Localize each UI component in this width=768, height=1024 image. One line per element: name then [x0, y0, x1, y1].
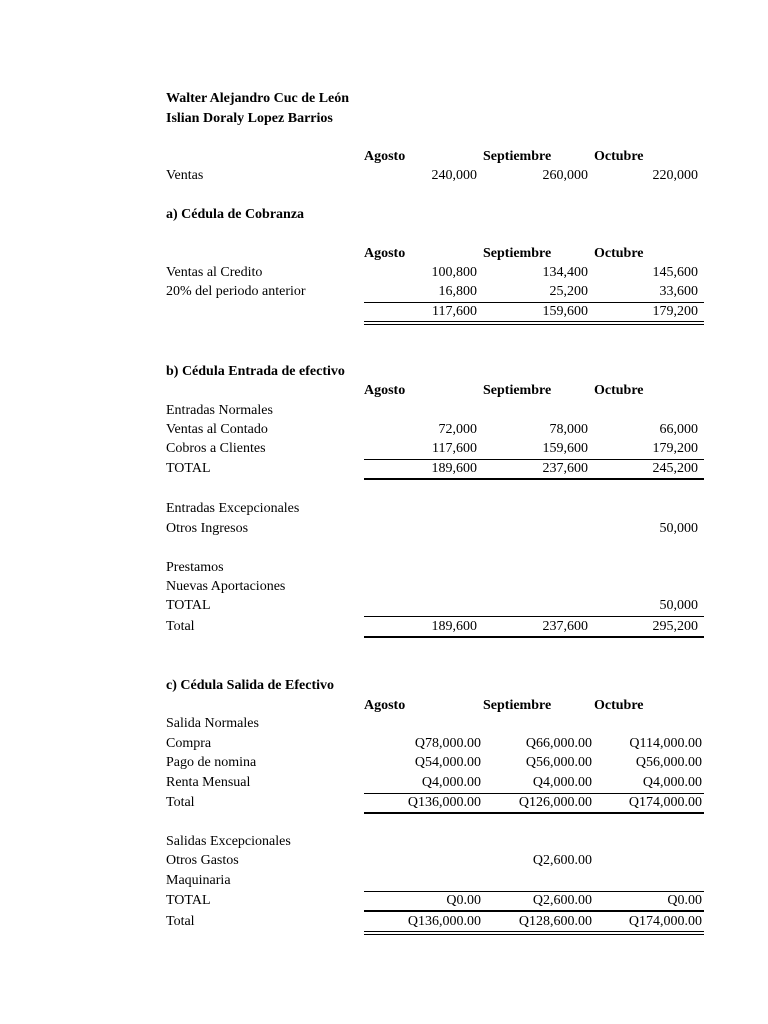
- cell-value: Q4,000.00: [421, 775, 481, 790]
- ventas-value: 260,000: [542, 168, 588, 183]
- total-value: Q126,000.00: [518, 795, 592, 810]
- cell-value: 100,800: [431, 265, 477, 280]
- cell-value: Q2,600.00: [532, 853, 592, 868]
- section-title-salida: c) Cédula Salida de Efectivo: [166, 678, 334, 693]
- month-header-septiembre: Septiembre: [483, 149, 552, 164]
- cell-value: Q114,000.00: [629, 736, 702, 751]
- row-label: 20% del periodo anterior: [166, 284, 306, 299]
- month-header-octubre: Octubre: [594, 149, 644, 164]
- group-label: Salida Normales: [166, 716, 259, 731]
- total-value: Q0.00: [446, 893, 481, 908]
- row-label: TOTAL: [166, 598, 211, 613]
- total-value: 189,600: [431, 461, 477, 476]
- row-label: Otros Ingresos: [166, 521, 249, 536]
- cell-value: Q4,000.00: [642, 775, 702, 790]
- ventas-value: 220,000: [652, 168, 698, 183]
- row-label: Otros Gastos: [166, 853, 239, 868]
- cell-value: 25,200: [549, 284, 588, 299]
- section-title-entrada: b) Cédula Entrada de efectivo: [166, 364, 345, 379]
- cell-value: 159,600: [542, 441, 588, 456]
- cell-value: 134,400: [542, 265, 588, 280]
- month-header-octubre: Octubre: [594, 246, 644, 261]
- row-label: Renta Mensual: [166, 775, 251, 790]
- cell-value: Q66,000.00: [525, 736, 592, 751]
- cell-value: Q56,000.00: [525, 755, 592, 770]
- subtotal-rule: [364, 616, 704, 617]
- total-value: Q128,600.00: [518, 914, 592, 929]
- cell-value: 50,000: [659, 521, 698, 536]
- total-value: Q0.00: [667, 893, 702, 908]
- subtotal-rule: [364, 793, 704, 794]
- total-value: 295,200: [652, 619, 698, 634]
- row-label: Prestamos: [166, 560, 224, 575]
- total-value: 159,600: [542, 304, 588, 319]
- row-label: Ventas al Credito: [166, 265, 263, 280]
- author-name-1: Walter Alejandro Cuc de León: [166, 91, 350, 106]
- subtotal-rule: [364, 459, 704, 460]
- total-value: 50,000: [659, 598, 698, 613]
- group-label: Entradas Normales: [166, 403, 273, 418]
- month-header-septiembre: Septiembre: [483, 698, 552, 713]
- total-value: 179,200: [652, 304, 698, 319]
- row-label: TOTAL: [166, 461, 211, 476]
- cell-value: 16,800: [438, 284, 477, 299]
- month-header-agosto: Agosto: [364, 383, 406, 398]
- row-label: Compra: [166, 736, 212, 751]
- cell-value: 66,000: [659, 422, 698, 437]
- total-value: 245,200: [652, 461, 698, 476]
- cell-value: 179,200: [652, 441, 698, 456]
- total-rule: [364, 636, 704, 638]
- double-underline: [364, 931, 704, 935]
- cell-value: 33,600: [659, 284, 698, 299]
- total-value: 237,600: [542, 461, 588, 476]
- total-value: Q136,000.00: [407, 795, 481, 810]
- cell-value: Q4,000.00: [532, 775, 592, 790]
- row-label: Maquinaria: [166, 873, 231, 888]
- total-value: Q2,600.00: [532, 893, 592, 908]
- cell-value: Q56,000.00: [635, 755, 702, 770]
- ventas-value: 240,000: [431, 168, 477, 183]
- total-rule: [364, 478, 704, 480]
- section-title-cobranza: a) Cédula de Cobranza: [166, 207, 305, 222]
- subtotal-rule: [364, 302, 704, 303]
- total-value: Q136,000.00: [407, 914, 481, 929]
- row-label: Total: [166, 914, 195, 929]
- month-header-septiembre: Septiembre: [483, 246, 552, 261]
- total-rule: [364, 812, 704, 814]
- subtotal-rule: [364, 891, 704, 892]
- month-header-agosto: Agosto: [364, 149, 406, 164]
- total-rule: [364, 910, 704, 912]
- row-label: Nuevas Aportaciones: [166, 579, 286, 594]
- cell-value: 117,600: [432, 441, 477, 456]
- cell-value: Q78,000.00: [414, 736, 481, 751]
- row-label: Total: [166, 795, 195, 810]
- row-label: Total: [166, 619, 195, 634]
- total-value: 117,600: [432, 304, 477, 319]
- double-underline: [364, 321, 704, 325]
- cell-value: 72,000: [438, 422, 477, 437]
- row-label: TOTAL: [166, 893, 211, 908]
- cell-value: Q54,000.00: [414, 755, 481, 770]
- total-value: Q174,000.00: [628, 795, 702, 810]
- group-label: Entradas Excepcionales: [166, 501, 300, 516]
- group-label: Salidas Excepcionales: [166, 834, 291, 849]
- author-name-2: Islian Doraly Lopez Barrios: [166, 111, 333, 126]
- total-value: 237,600: [542, 619, 588, 634]
- ventas-label: Ventas: [166, 168, 204, 183]
- month-header-agosto: Agosto: [364, 246, 406, 261]
- month-header-octubre: Octubre: [594, 383, 644, 398]
- cell-value: 78,000: [549, 422, 588, 437]
- month-header-agosto: Agosto: [364, 698, 406, 713]
- total-value: Q174,000.00: [628, 914, 702, 929]
- total-value: 189,600: [431, 619, 477, 634]
- row-label: Ventas al Contado: [166, 422, 268, 437]
- row-label: Cobros a Clientes: [166, 441, 266, 456]
- cell-value: 145,600: [652, 265, 698, 280]
- month-header-octubre: Octubre: [594, 698, 644, 713]
- month-header-septiembre: Septiembre: [483, 383, 552, 398]
- row-label: Pago de nomina: [166, 755, 257, 770]
